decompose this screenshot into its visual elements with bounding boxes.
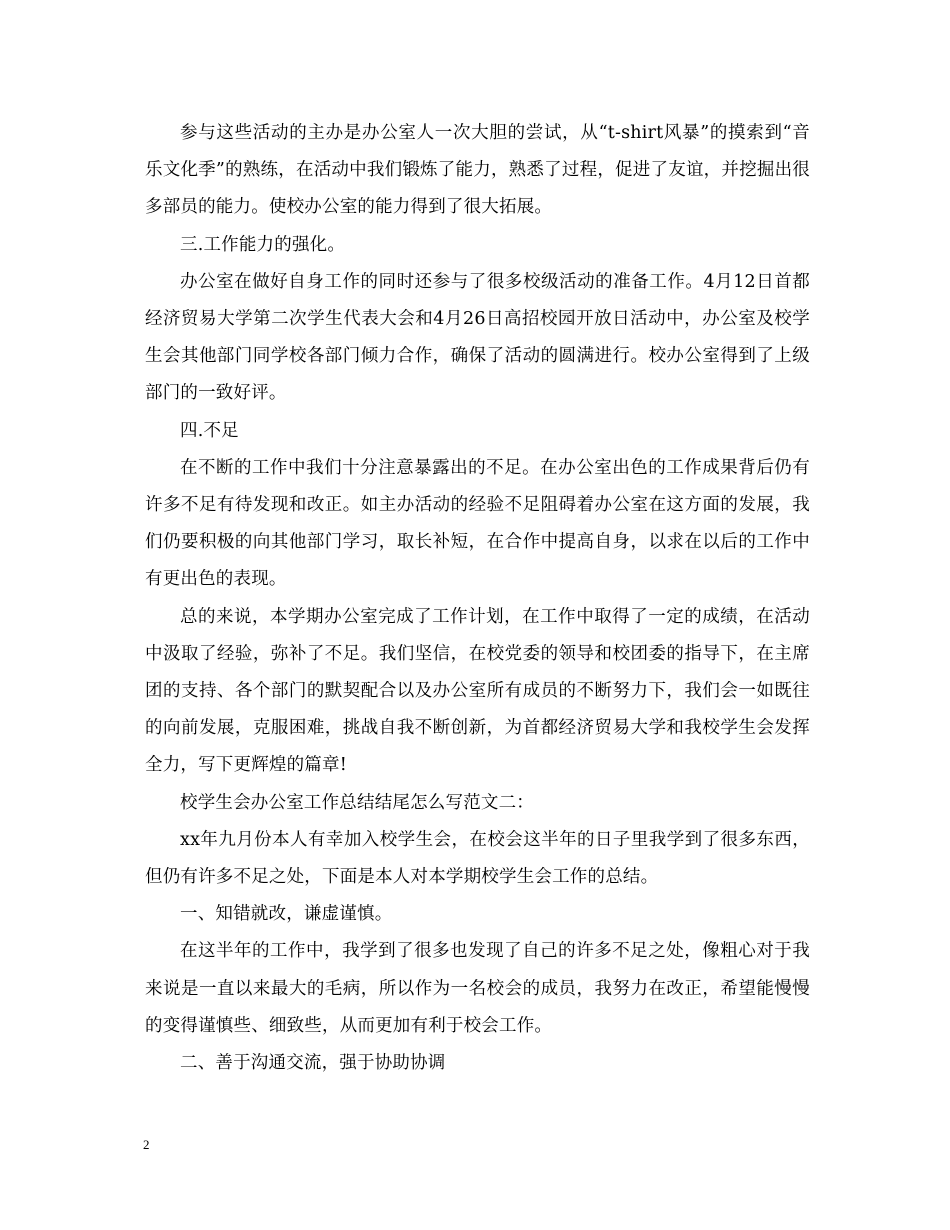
page-number: 2 <box>143 1137 150 1152</box>
heading-shortcomings: 四.不足 <box>180 420 239 441</box>
heading-correct-mistakes: 一、知错就改，谦虚谨慎。 <box>180 904 393 925</box>
paragraph-correct-mistakes: 在这半年的工作中，我学到了很多也发现了自己的许多不足之处，像粗心对于我来说是一直以来最大的毛病，所以作为一名校会的成员，我努力在改正，希望能慢慢的变得谨慎些、细致些，从而更加有利于校会工作。 <box>145 941 810 1036</box>
paragraph-intro: xx年九月份本人有幸加入校学生会，在校会这半年的日子里我学到了很多东西，但仍有许多不足之处，下面是本人对本学期校学生会工作的总结。 <box>145 829 810 888</box>
paragraph-shortcomings: 在不断的工作中我们十分注意暴露出的不足。在办公室出色的工作成果背后仍有许多不足有待发现和改正。如主办活动的经验不足阻碍着办公室在这方面的发展，我们仍要积极的向其他部门学习，取长补短，在合作中提高自身，以求在以后的工作中有更出色的表现。 <box>145 457 810 590</box>
document-body <box>145 115 810 1082</box>
heading-communication: 二、善于沟通交流，强于协助协调 <box>180 1053 446 1074</box>
paragraph-activities: 参与这些活动的主办是办公室人一次大胆的尝试，从“t-shirt风暴”的摸索到“音乐文化季”的熟练，在活动中我们锻炼了能力，熟悉了过程，促进了友谊，并挖掘出很多部员的能力。使校办公室的能力得到了很大拓展。 <box>145 123 810 218</box>
heading-work-ability: 三.工作能力的强化。 <box>180 234 346 255</box>
paragraph-work-ability: 办公室在做好自身工作的同时还参与了很多校级活动的准备工作。4月12日首都经济贸易大学第二次学生代表大会和4月26日高招校园开放日活动中，办公室及校学生会其他部门同学校各部门倾力合作，确保了活动的圆满进行。校办公室得到了上级部门的一致好评。 <box>145 271 810 404</box>
paragraph-summary: 总的来说，本学期办公室完成了工作计划，在工作中取得了一定的成绩，在活动中汲取了经验，弥补了不足。我们坚信，在校党委的领导和校团委的指导下，在主席团的支持、各个部门的默契配合以及办公室所有成员的不断努力下，我们会一如既往的向前发展，克服困难，挑战自我不断创新，为首都经济贸易大学和我校学生会发挥全力，写下更辉煌的篇章! <box>145 606 810 776</box>
heading-sample-two: 校学生会办公室工作总结结尾怎么写范文二： <box>180 792 534 813</box>
